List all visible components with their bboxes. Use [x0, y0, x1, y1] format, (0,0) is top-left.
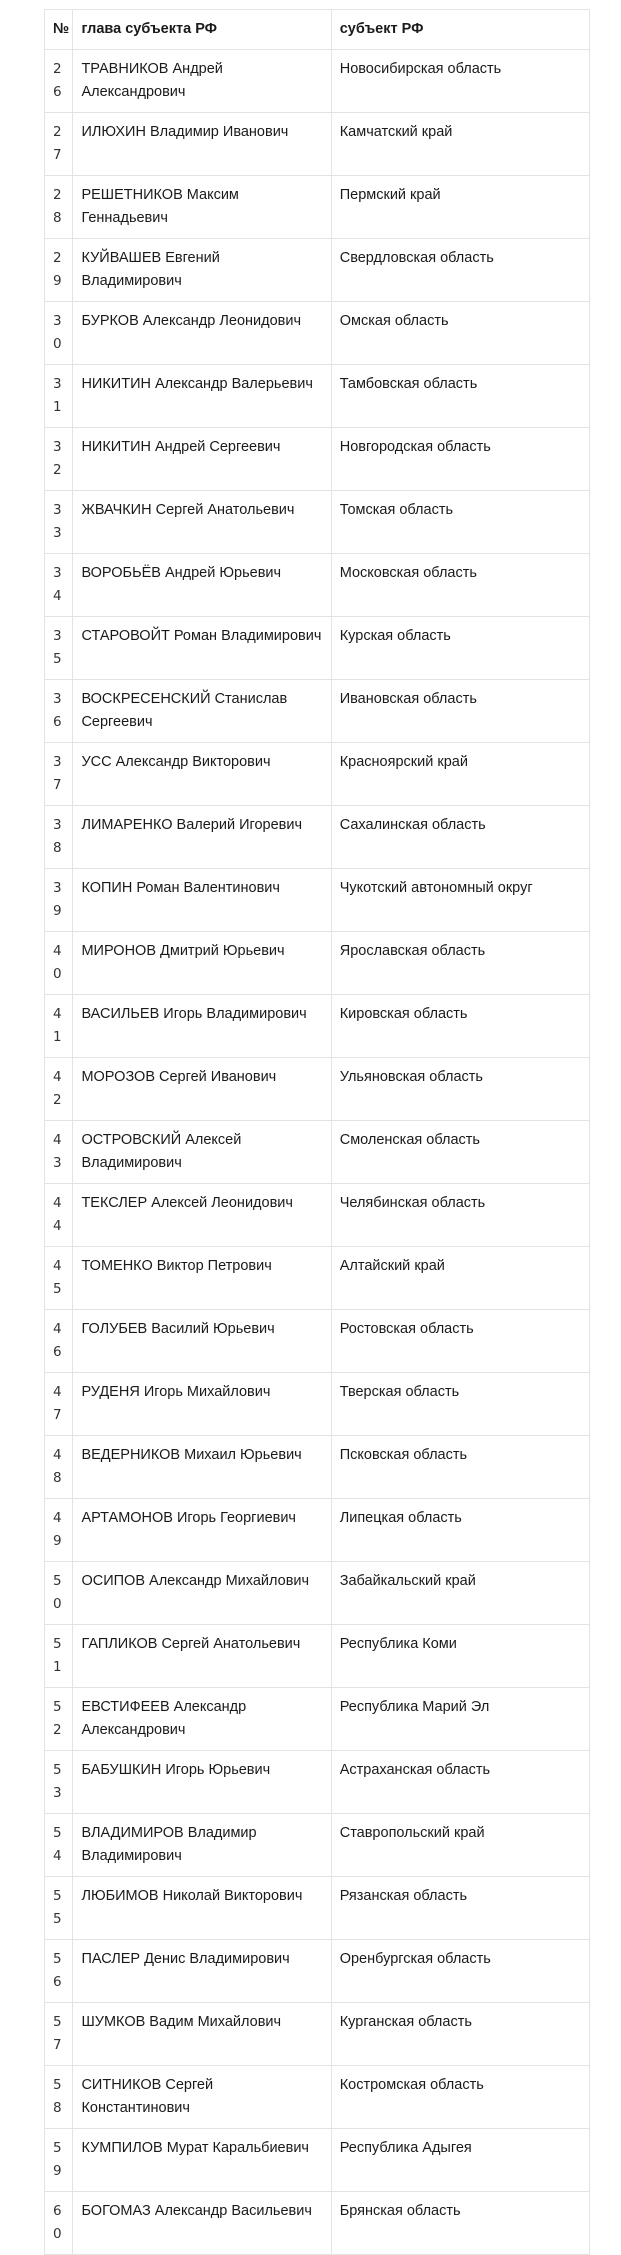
row-subject: Тверская область: [331, 1373, 589, 1436]
row-subject: Забайкальский край: [331, 1562, 589, 1625]
table-header: [45, 10, 590, 50]
row-subject: Ярославская область: [331, 932, 589, 995]
row-subject: Республика Коми: [331, 1625, 589, 1688]
row-subject: Оренбургская область: [331, 1940, 589, 2003]
table-row: [45, 302, 590, 365]
row-subject: Костромская область: [331, 2066, 589, 2129]
table-row: [45, 869, 590, 932]
row-governor: ВОСКРЕСЕНСКИЙ Станислав Сергеевич: [73, 680, 331, 743]
table-row: [45, 2129, 590, 2192]
row-subject: Томская область: [331, 491, 589, 554]
header-number: №: [45, 10, 73, 50]
row-governor: ЛЮБИМОВ Николай Викторович: [73, 1877, 331, 1940]
row-governor: МОРОЗОВ Сергей Иванович: [73, 1058, 331, 1121]
table-row: [45, 1625, 590, 1688]
row-subject: Тамбовская область: [331, 365, 589, 428]
row-number: 45: [45, 1247, 73, 1310]
row-governor: ИЛЮХИН Владимир Иванович: [73, 113, 331, 176]
header-row: [45, 10, 590, 50]
row-governor: ЖВАЧКИН Сергей Анатольевич: [73, 491, 331, 554]
row-governor: БОГОМАЗ Александр Васильевич: [73, 2192, 331, 2255]
row-number: 49: [45, 1499, 73, 1562]
row-subject: Сахалинская область: [331, 806, 589, 869]
row-governor: ВЛАДИМИРОВ Владимир Владимирович: [73, 1814, 331, 1877]
row-governor: ТРАВНИКОВ Андрей Александрович: [73, 50, 331, 113]
table-row: [45, 2192, 590, 2255]
table-row: [45, 1184, 590, 1247]
row-subject: Республика Адыгея: [331, 2129, 589, 2192]
table-row: [45, 1688, 590, 1751]
row-governor: КУМПИЛОВ Мурат Каральбиевич: [73, 2129, 331, 2192]
row-subject: Астраханская область: [331, 1751, 589, 1814]
row-number: 43: [45, 1121, 73, 1184]
row-number: 50: [45, 1562, 73, 1625]
row-subject: Челябинская область: [331, 1184, 589, 1247]
row-governor: ЕВСТИФЕЕВ Александр Александрович: [73, 1688, 331, 1751]
row-number: 35: [45, 617, 73, 680]
row-subject: Липецкая область: [331, 1499, 589, 1562]
table-row: [45, 1373, 590, 1436]
table-row: [45, 1310, 590, 1373]
row-governor: РУДЕНЯ Игорь Михайлович: [73, 1373, 331, 1436]
row-number: 44: [45, 1184, 73, 1247]
row-subject: Новосибирская область: [331, 50, 589, 113]
table-row: [45, 2066, 590, 2129]
row-subject: Алтайский край: [331, 1247, 589, 1310]
table-row: [45, 491, 590, 554]
row-governor: ОСИПОВ Александр Михайлович: [73, 1562, 331, 1625]
table-row: [45, 680, 590, 743]
row-subject: Рязанская область: [331, 1877, 589, 1940]
table-row: [45, 113, 590, 176]
header-head-of-subject: глава субъекта РФ: [73, 10, 331, 50]
table-row: [45, 806, 590, 869]
row-number: 36: [45, 680, 73, 743]
table-row: [45, 932, 590, 995]
row-number: 60: [45, 2192, 73, 2255]
table-row: [45, 2003, 590, 2066]
table-row: [45, 1877, 590, 1940]
row-governor: ПАСЛЕР Денис Владимирович: [73, 1940, 331, 2003]
row-number: 59: [45, 2129, 73, 2192]
table-row: [45, 50, 590, 113]
table-row: [45, 1058, 590, 1121]
governors-table: [44, 9, 590, 2255]
table-row: [45, 995, 590, 1058]
row-governor: КУЙВАШЕВ Евгений Владимирович: [73, 239, 331, 302]
row-governor: ГАПЛИКОВ Сергей Анатольевич: [73, 1625, 331, 1688]
row-number: 32: [45, 428, 73, 491]
row-subject: Ивановская область: [331, 680, 589, 743]
row-number: 34: [45, 554, 73, 617]
row-governor: НИКИТИН Александр Валерьевич: [73, 365, 331, 428]
row-subject: Свердловская область: [331, 239, 589, 302]
row-governor: ОСТРОВСКИЙ Алексей Владимирович: [73, 1121, 331, 1184]
row-number: 47: [45, 1373, 73, 1436]
row-number: 54: [45, 1814, 73, 1877]
row-subject: Камчатский край: [331, 113, 589, 176]
row-number: 29: [45, 239, 73, 302]
table-row: [45, 1940, 590, 2003]
row-number: 58: [45, 2066, 73, 2129]
table-row: [45, 1436, 590, 1499]
row-subject: Пермский край: [331, 176, 589, 239]
row-number: 48: [45, 1436, 73, 1499]
row-subject: Брянская область: [331, 2192, 589, 2255]
row-governor: СИТНИКОВ Сергей Константинович: [73, 2066, 331, 2129]
row-subject: Ростовская область: [331, 1310, 589, 1373]
row-number: 39: [45, 869, 73, 932]
row-subject: Псковская область: [331, 1436, 589, 1499]
row-number: 30: [45, 302, 73, 365]
table-row: [45, 176, 590, 239]
row-governor: БУРКОВ Александр Леонидович: [73, 302, 331, 365]
row-governor: ТОМЕНКО Виктор Петрович: [73, 1247, 331, 1310]
row-subject: Новгородская область: [331, 428, 589, 491]
row-governor: ГОЛУБЕВ Василий Юрьевич: [73, 1310, 331, 1373]
row-subject: Курганская область: [331, 2003, 589, 2066]
table-row: [45, 1247, 590, 1310]
row-subject: Курская область: [331, 617, 589, 680]
table-row: [45, 1499, 590, 1562]
row-governor: МИРОНОВ Дмитрий Юрьевич: [73, 932, 331, 995]
row-subject: Ставропольский край: [331, 1814, 589, 1877]
row-number: 28: [45, 176, 73, 239]
row-number: 46: [45, 1310, 73, 1373]
row-number: 51: [45, 1625, 73, 1688]
row-number: 26: [45, 50, 73, 113]
row-governor: БАБУШКИН Игорь Юрьевич: [73, 1751, 331, 1814]
row-number: 52: [45, 1688, 73, 1751]
row-governor: ШУМКОВ Вадим Михайлович: [73, 2003, 331, 2066]
row-governor: НИКИТИН Андрей Сергеевич: [73, 428, 331, 491]
row-number: 57: [45, 2003, 73, 2066]
table-row: [45, 1751, 590, 1814]
row-number: 31: [45, 365, 73, 428]
row-number: 37: [45, 743, 73, 806]
row-governor: ВАСИЛЬЕВ Игорь Владимирович: [73, 995, 331, 1058]
row-number: 33: [45, 491, 73, 554]
row-number: 27: [45, 113, 73, 176]
row-number: 38: [45, 806, 73, 869]
row-governor: АРТАМОНОВ Игорь Георгиевич: [73, 1499, 331, 1562]
table-row: [45, 1562, 590, 1625]
row-number: 53: [45, 1751, 73, 1814]
header-subject: субъект РФ: [331, 10, 589, 50]
row-governor: СТАРОВОЙТ Роман Владимирович: [73, 617, 331, 680]
row-governor: УСС Александр Викторович: [73, 743, 331, 806]
row-subject: Московская область: [331, 554, 589, 617]
row-governor: РЕШЕТНИКОВ Максим Геннадьевич: [73, 176, 331, 239]
row-number: 40: [45, 932, 73, 995]
table-row: [45, 617, 590, 680]
row-subject: Республика Марий Эл: [331, 1688, 589, 1751]
row-governor: ТЕКСЛЕР Алексей Леонидович: [73, 1184, 331, 1247]
row-subject: Омская область: [331, 302, 589, 365]
row-subject: Кировская область: [331, 995, 589, 1058]
table-row: [45, 1814, 590, 1877]
row-governor: ВЕДЕРНИКОВ Михаил Юрьевич: [73, 1436, 331, 1499]
table-row: [45, 428, 590, 491]
row-subject: Красноярский край: [331, 743, 589, 806]
table-row: [45, 743, 590, 806]
table-row: [45, 365, 590, 428]
row-subject: Ульяновская область: [331, 1058, 589, 1121]
row-subject: Чукотский автономный округ: [331, 869, 589, 932]
row-governor: ВОРОБЬЁВ Андрей Юрьевич: [73, 554, 331, 617]
row-number: 41: [45, 995, 73, 1058]
row-number: 42: [45, 1058, 73, 1121]
table-body: [45, 50, 590, 2255]
row-governor: КОПИН Роман Валентинович: [73, 869, 331, 932]
table-row: [45, 554, 590, 617]
row-number: 55: [45, 1877, 73, 1940]
table-row: [45, 1121, 590, 1184]
row-number: 56: [45, 1940, 73, 2003]
row-governor: ЛИМАРЕНКО Валерий Игоревич: [73, 806, 331, 869]
row-subject: Смоленская область: [331, 1121, 589, 1184]
table-row: [45, 239, 590, 302]
